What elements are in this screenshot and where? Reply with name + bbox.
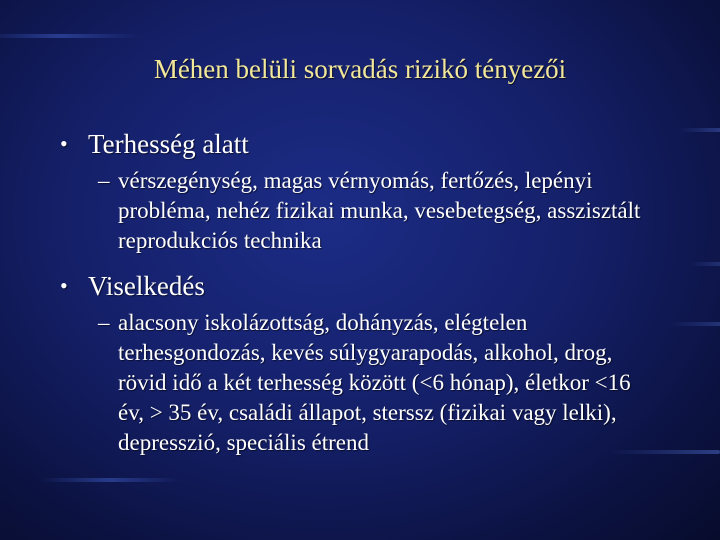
bullet-item-viselkedes xyxy=(60,268,700,304)
bullet-item-terhesseg xyxy=(60,126,700,162)
bullet-heading: Viselkedés xyxy=(88,271,205,301)
bullet-marker: • xyxy=(60,273,68,298)
slide-title: Méhen belüli sorvadás rizikó tényezői xyxy=(153,54,567,84)
bullet-heading: Terhesség alatt xyxy=(88,129,249,159)
background-streak xyxy=(40,478,180,482)
dash-marker: – xyxy=(98,310,110,335)
sub-bullet-terhesseg xyxy=(98,166,700,256)
dash-marker: – xyxy=(98,168,110,193)
bullet-marker: • xyxy=(60,131,68,156)
slide-content xyxy=(60,126,700,458)
sub-bullet-text: alacsony iskolázottság, dohányzás, elégtelen terhesgondozás, kevés súlygyarapodás, alkohol, drog, rövid idő a két terhesség között (<6 hónap), életkor <16 év, > 35 év, családi állapot, sterssz (fizikai vagy lelki), depresszió, speciális étrend xyxy=(118,310,631,455)
sub-bullet-text: vérszegénység, magas vérnyomás, fertőzés, lepényi probléma, nehéz fizikai munka, vesebetegség, asszisztált reprodukciós technika xyxy=(118,168,641,253)
background-streak xyxy=(0,34,140,38)
sub-bullet-viselkedes xyxy=(98,308,700,458)
